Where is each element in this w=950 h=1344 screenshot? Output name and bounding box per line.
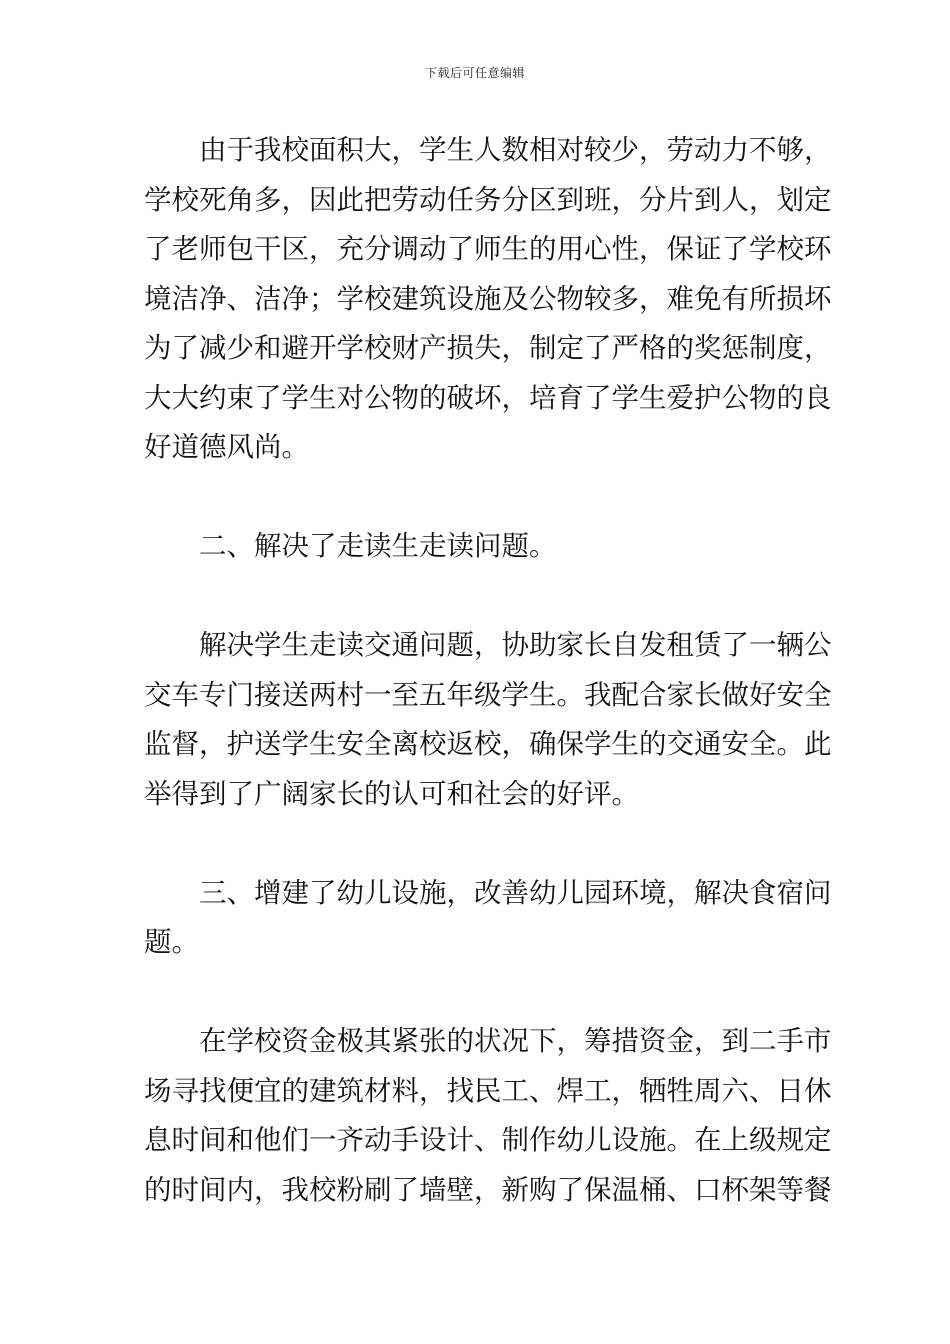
text-line: 场寻找便宜的建筑材料，找民工、焊工，牺牲周六、日休 — [144, 1074, 832, 1107]
text-line: 好道德风尚。 — [144, 431, 309, 463]
paragraph-commute — [144, 621, 832, 819]
text-line: 由于我校面积大，学生人数相对较少，劳动力不够， — [199, 134, 832, 166]
text-line: 了老师包干区，充分调动了师生的用心性，保证了学校环 — [144, 233, 832, 265]
paragraph-kindergarten — [144, 1017, 832, 1215]
paragraph-school-labor — [144, 126, 832, 473]
text-line: 举得到了广阔家长的认可和社会的好评。 — [144, 777, 639, 810]
text-line: 题。 — [144, 926, 199, 958]
text-line: 大大约束了学生对公物的破坏，培育了学生爱护公物的良 — [144, 381, 832, 414]
text-line: 在学校资金极其紧张的状况下，筹措资金，到二手市 — [199, 1025, 832, 1057]
section-heading-kindergarten — [144, 869, 832, 968]
text-line: 三、增建了幼儿设施，改善幼儿园环境，解决食宿问 — [199, 876, 832, 909]
text-line: 解决学生走读交通问题，协助家长自发租赁了一辆公 — [199, 629, 832, 661]
text-line: 为了减少和避开学校财产损失，制定了严格的奖惩制度， — [144, 332, 832, 364]
section-heading-commute: 二、解决了走读生走读问题。 — [199, 530, 557, 562]
text-line: 息时间和他们一齐动手设计、制作幼儿设施。在上级规定 — [144, 1124, 832, 1156]
page-header-note: 下载后可任意编辑 — [424, 66, 525, 80]
document-body — [144, 126, 832, 1215]
text-line: 的时间内，我校粉刷了墙壁，新购了保温桶、口杯架等餐 — [144, 1173, 832, 1206]
text-line: 监督，护送学生安全离校返校，确保学生的交通安全。此 — [144, 728, 832, 760]
text-line: 境洁净、洁净；学校建筑设施及公物较多，难免有所损坏 — [144, 282, 832, 315]
text-line: 交车专门接送两村一至五年级学生。我配合家长做好安全 — [144, 678, 832, 711]
text-line: 学校死角多，因此把劳动任务分区到班，分片到人，划定 — [144, 183, 832, 216]
